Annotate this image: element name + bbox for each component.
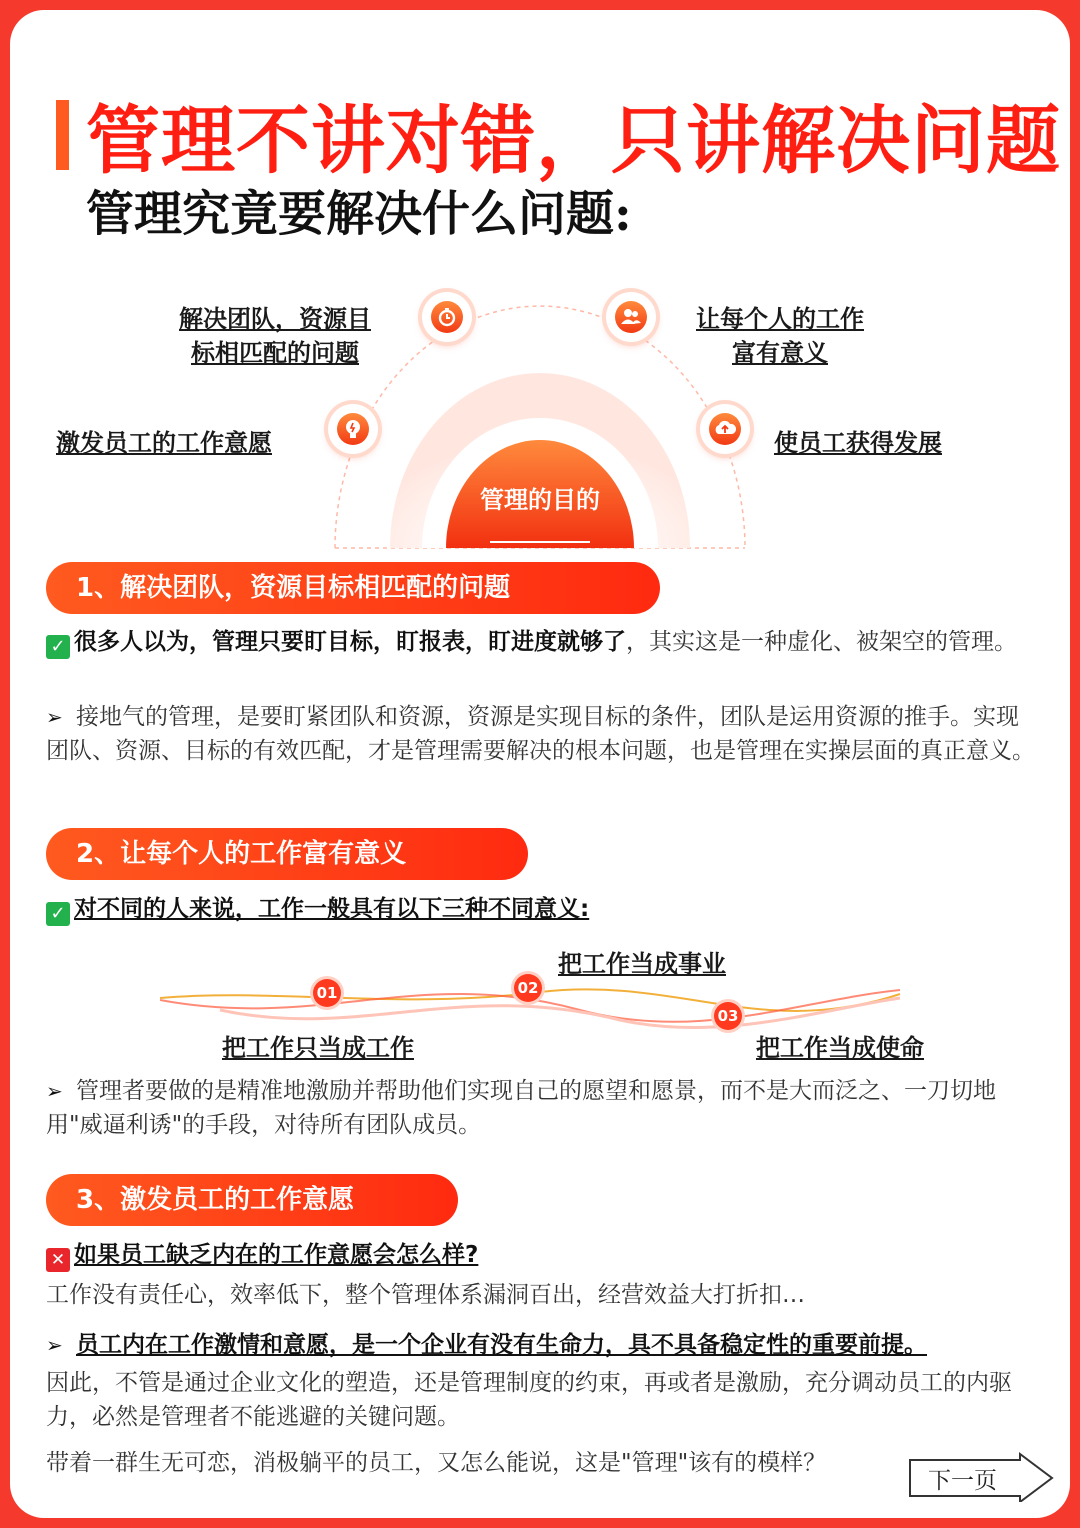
check-icon: ✓ [46, 902, 70, 926]
section-2-heading: 2、让每个人的工作富有意义 [46, 828, 528, 880]
meaning-label-01: 把工作只当成工作 [222, 1033, 414, 1062]
clock-icon [422, 292, 472, 342]
section-1-heading: 1、解决团队，资源目标相匹配的问题 [46, 562, 660, 614]
meaning-node-03: 03 [714, 1002, 742, 1030]
lightbulb-icon [328, 404, 378, 454]
page-title: 管理不讲对错，只讲解决问题 [86, 98, 1061, 184]
meaning-node-01: 01 [313, 979, 341, 1007]
meaning-node-02: 02 [514, 974, 542, 1002]
section-1-check-paragraph: ✓ 很多人以为，管理只要盯目标，盯报表，盯进度就够了，其实这是一种虚化、被架空的管理。 [46, 625, 1036, 659]
page-subtitle: 管理究竟要解决什么问题: [86, 186, 632, 242]
purpose-diagram [10, 270, 1070, 560]
section-3-cross-line: ✕ 如果员工缺乏内在的工作意愿会怎么样? [46, 1238, 1036, 1272]
label-motivation: 激发员工的工作意愿 [56, 428, 272, 457]
page-card [10, 10, 1070, 1518]
arrow-bullet-icon: ➢ [46, 705, 63, 729]
section-3-line-2: 因此，不管是通过企业文化的塑造，还是管理制度的约束，再或者是激励，充分调动员工的内驱力，必然是管理者不能逃避的关键问题。 [46, 1370, 1012, 1430]
diagram-center-label: 管理的目的 [480, 486, 600, 514]
section-2-check-line: ✓ 对不同的人来说，工作一般具有以下三种不同意义: [46, 892, 1036, 926]
next-page-label[interactable]: 下一页 [928, 1468, 997, 1494]
users-icon [606, 292, 656, 342]
section-3-line-1: 工作没有责任心，效率低下，整个管理体系漏洞百出，经营效益大打折扣… [46, 1282, 805, 1308]
check-icon: ✓ [46, 635, 70, 659]
arrow-bullet-icon: ➢ [46, 1079, 63, 1103]
title-accent-bar [56, 100, 69, 170]
section-3-line-3: 带着一群生无可恋，消极躺平的员工，又怎么能说，这是"管理"该有的模样？ [46, 1450, 827, 1476]
section-3-heading: 3、激发员工的工作意愿 [46, 1174, 458, 1226]
label-team-resource: 解决团队，资源目 标相匹配的问题 [179, 304, 371, 367]
cloud-icon [700, 404, 750, 454]
label-meaningful-work: 让每个人的工作 富有意义 [696, 304, 864, 367]
meaning-label-03: 把工作当成使命 [756, 1033, 924, 1062]
arrow-bullet-icon: ➢ [46, 1333, 63, 1357]
meaning-label-02: 把工作当成事业 [558, 949, 726, 978]
section-2-arrow-paragraph: ➢ 管理者要做的是精准地激励并帮助他们实现自己的愿望和愿景，而不是大而泛之、一刀切地用"威逼利诱"的手段，对待所有团队成员。 [46, 1074, 1036, 1142]
cross-icon: ✕ [46, 1248, 70, 1272]
section-1-arrow-paragraph: ➢ 接地气的管理，是要盯紧团队和资源，资源是实现目标的条件，团队是运用资源的推手。实现团队、资源、目标的有效匹配，才是管理需要解决的根本问题，也是管理在实操层面的真正意义。 [46, 700, 1036, 768]
section-3-arrow-line: ➢ 员工内在工作激情和意愿，是一个企业有没有生命力，具不具备稳定性的重要前提。 [46, 1328, 1036, 1362]
label-development: 使员工获得发展 [774, 428, 942, 457]
